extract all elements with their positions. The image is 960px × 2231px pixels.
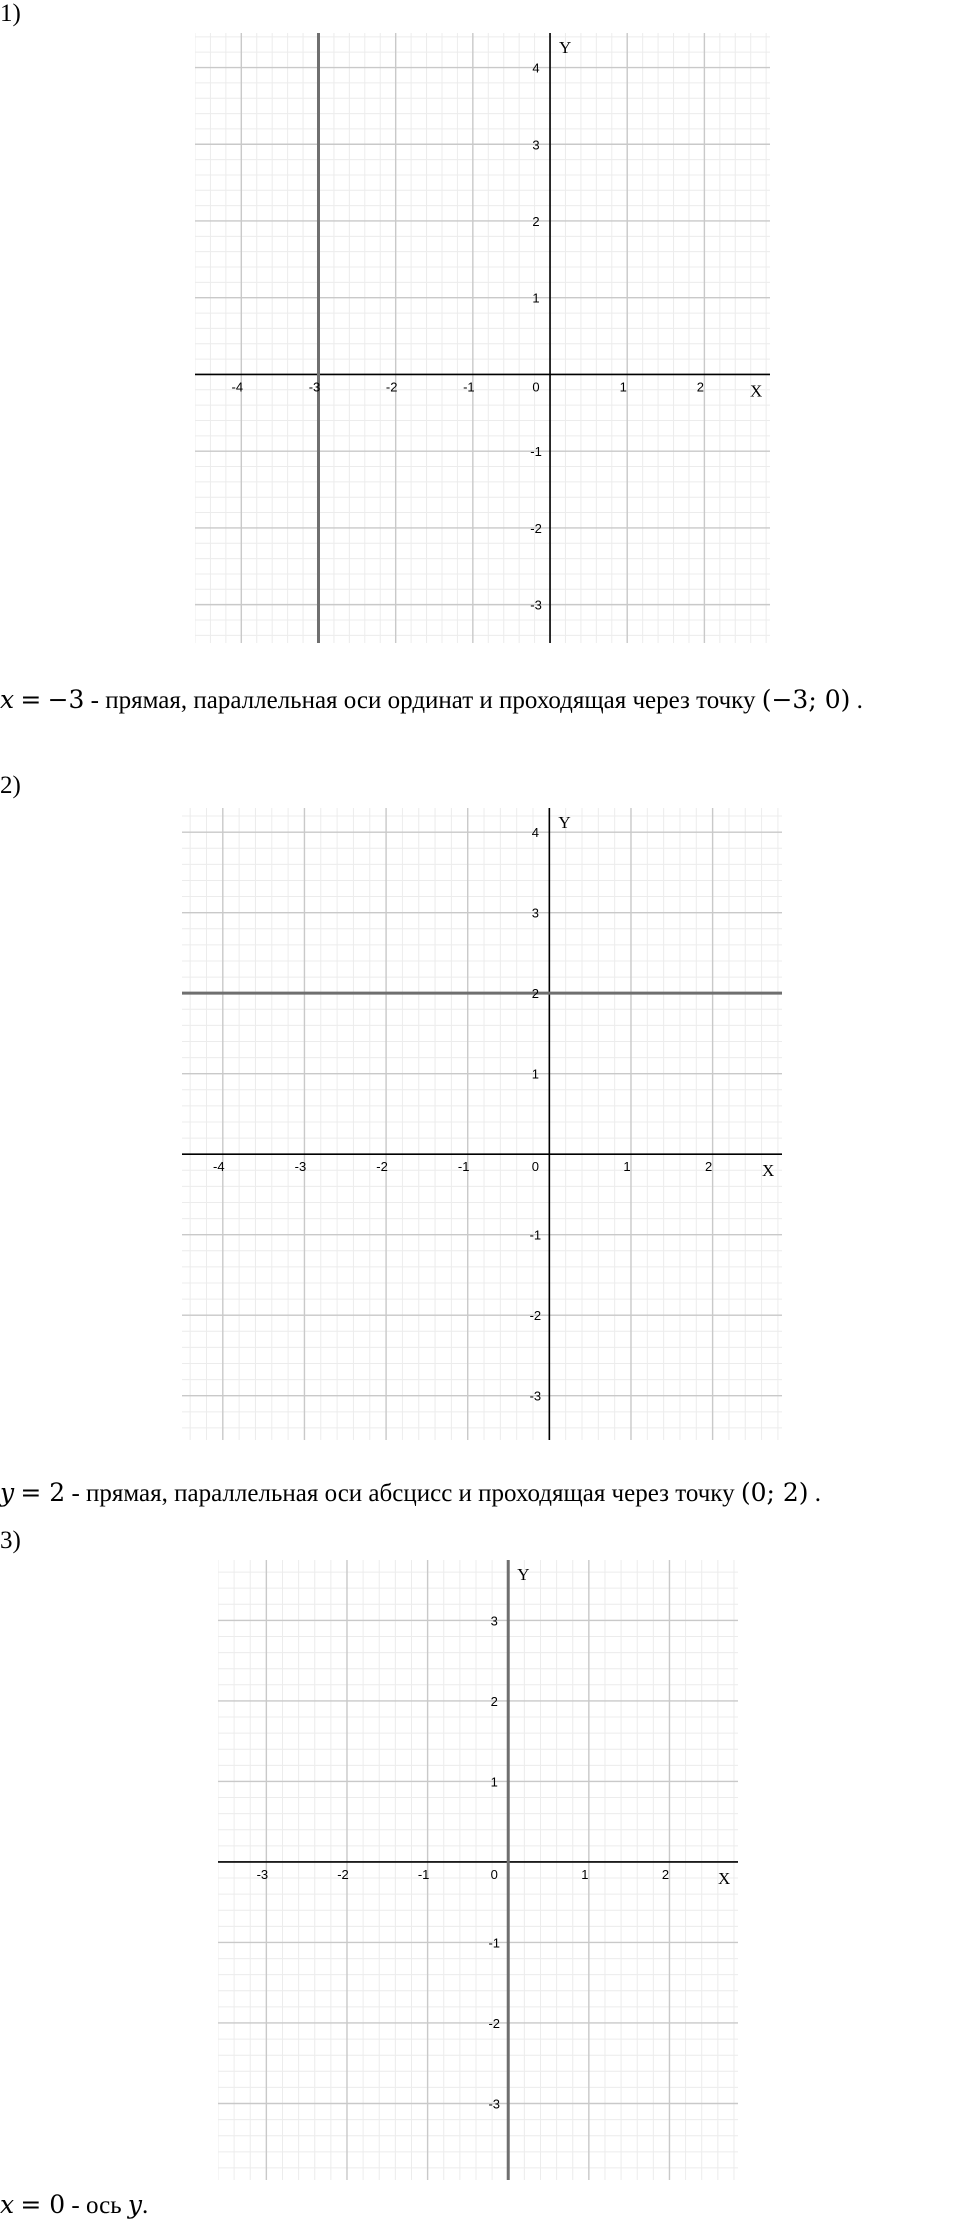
x-tick-label: 2 [696, 379, 705, 395]
x-axis-label: X [750, 381, 763, 401]
origin-label: 0 [490, 1866, 498, 1882]
x-tick-label: -1 [463, 379, 475, 395]
y-tick-label: 1 [532, 290, 540, 306]
x-tick-label: -4 [213, 1159, 225, 1175]
x-tick-label: -2 [385, 379, 398, 395]
y-tick-label: 3 [532, 137, 540, 153]
item-number-3: 3) [0, 1527, 21, 1554]
y-tick-label: 4 [532, 60, 540, 76]
y-tick-label: -3 [529, 1388, 542, 1404]
y-tick-label: -1 [529, 1227, 542, 1243]
y-tick-label: -2 [488, 2015, 501, 2031]
y-tick-label: -1 [488, 1935, 501, 1951]
y-tick-label: -1 [530, 444, 542, 460]
point-2: (0; 2) [740, 1478, 809, 1507]
y-tick-label: 3 [490, 1613, 498, 1629]
point-3: y [127, 2190, 142, 2219]
description-3 [0, 2185, 960, 2226]
x-tick-label: 1 [623, 1159, 631, 1175]
formula-value-1: −3 [47, 685, 85, 714]
y-tick-label: 4 [531, 825, 539, 841]
description-1 [0, 680, 960, 721]
description-tail-2: . [808, 1480, 822, 1507]
formula-var-2: y [0, 1478, 15, 1507]
y-axis-label: Y [517, 1565, 530, 1584]
y-tick-label: 2 [490, 1693, 498, 1709]
y-axis-label: Y [558, 813, 571, 832]
y-tick-label: 2 [531, 986, 539, 1002]
coordinate-plane-3 [218, 1560, 738, 2180]
y-tick-label: -2 [530, 520, 542, 536]
x-axis-label: X [718, 1868, 731, 1888]
description-2 [0, 1473, 960, 1514]
x-tick-label: -1 [457, 1159, 470, 1175]
x-tick-label: -2 [337, 1866, 349, 1882]
y-tick-label: -3 [530, 597, 542, 613]
x-tick-label: 1 [619, 379, 627, 395]
formula-eq-2: = 2 [20, 1478, 66, 1507]
y-tick-label: 3 [531, 905, 539, 921]
coordinate-plane-2 [182, 808, 782, 1440]
y-tick-label: 1 [490, 1774, 498, 1790]
x-tick-label: -3 [294, 1159, 307, 1175]
description-text-3: - ось [65, 2192, 128, 2219]
formula-var-3: x [0, 2190, 15, 2219]
x-tick-label: -3 [308, 379, 321, 395]
formula-eq-1: = [20, 685, 42, 714]
origin-label: 0 [532, 379, 540, 395]
origin-label: 0 [531, 1159, 539, 1175]
y-tick-label: 2 [532, 213, 540, 229]
formula-eq-3: = 0 [20, 2190, 66, 2219]
item-number-1: 1) [0, 0, 21, 27]
x-tick-label: -2 [376, 1159, 388, 1175]
coordinate-plane-1 [195, 33, 770, 643]
x-tick-label: -1 [417, 1866, 430, 1882]
x-tick-label: 2 [661, 1866, 670, 1882]
description-tail-1: . [850, 687, 863, 714]
y-tick-label: 1 [531, 1066, 539, 1082]
x-tick-label: -4 [231, 379, 244, 395]
x-tick-label: 2 [704, 1159, 713, 1175]
description-tail-3: . [142, 2192, 149, 2219]
formula-var-1: x [0, 685, 15, 714]
y-axis-label: Y [559, 38, 572, 57]
x-tick-label: 1 [581, 1866, 589, 1882]
x-axis-label: X [762, 1161, 775, 1181]
x-tick-label: -3 [256, 1866, 269, 1882]
item-number-2: 2) [0, 772, 21, 799]
y-tick-label: -2 [529, 1308, 542, 1324]
description-text-1: - прямая, параллельная оси ординат и проходящая через точку [84, 687, 762, 714]
description-text-2: - прямая, параллельная оси абсцисс и проходящая через точку [65, 1480, 741, 1507]
point-1: (−3; 0) [761, 685, 851, 714]
y-tick-label: -3 [488, 2096, 501, 2112]
